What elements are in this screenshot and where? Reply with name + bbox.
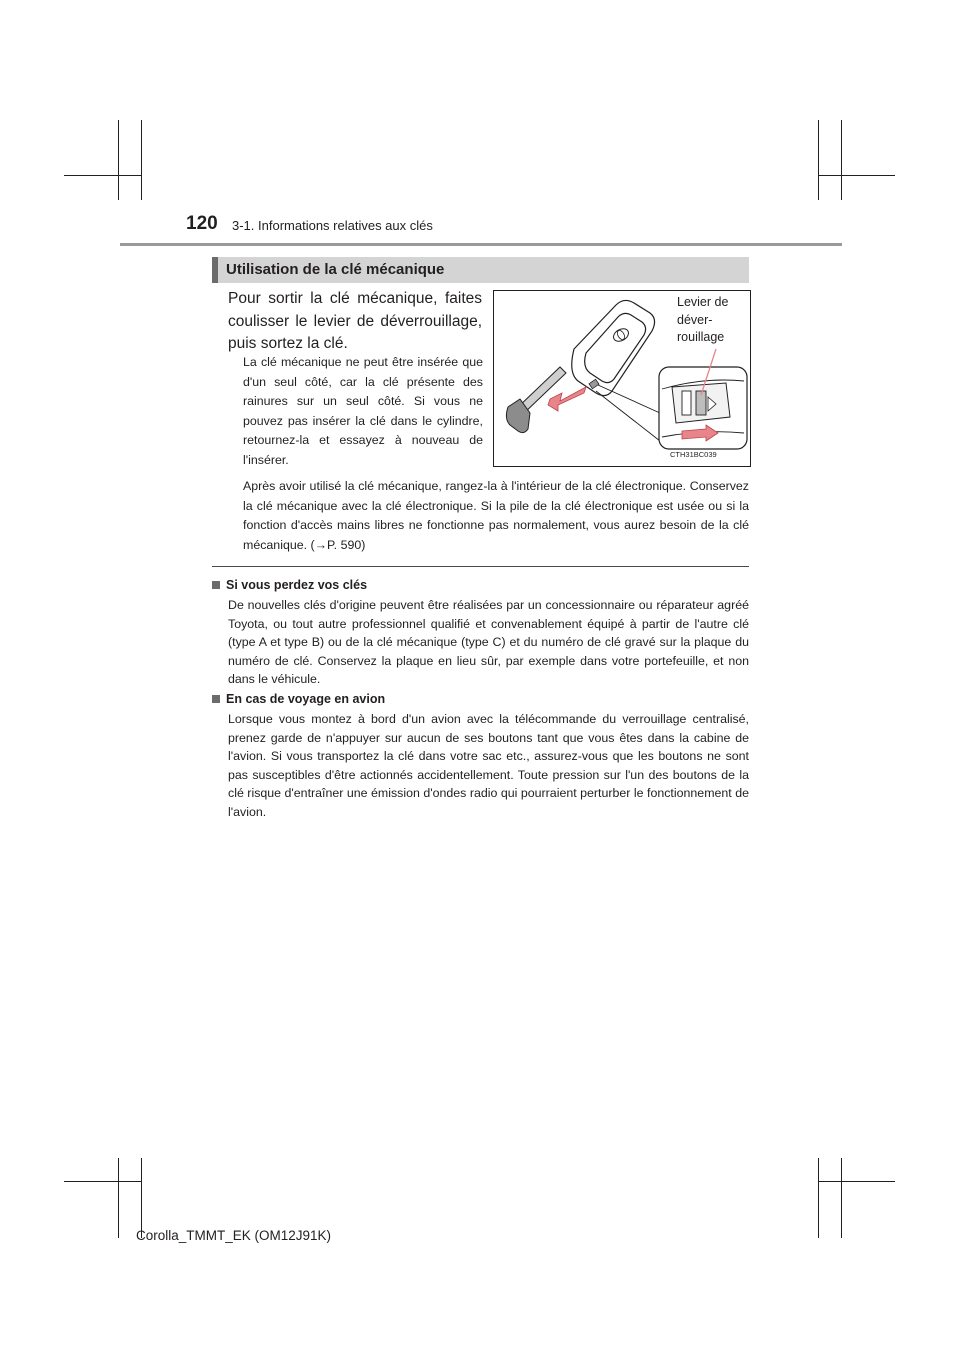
chapter-title: 3-1. Informations relatives aux clés	[232, 218, 433, 233]
note-paragraph: Après avoir utilisé la clé mécanique, rangez-la à l'intérieur de la clé électronique. Conservez la clé mécanique avec la clé électronique. Si la pile de la clé électronique est usée ou si la fonction d'accès mains libres ne fonctionne pas normalement, vous aurez besoin de la clé mécanique. (→P. 590)	[243, 479, 749, 552]
info-paragraph: De nouvelles clés d'origine peuvent être réalisées par un concessionnaire ou réparateur agréé Toyota, ou tout autre professionnel qualifié et convenablement équipé à partir de l'autre clé (type A et type B) ou de la clé mécanique (type C) et du numéro de clé gravé sur la plaque du numéro de clé. Conservez la plaque en lieu sûr, par exemple dans votre portefeuille, et non dans le véhicule.	[228, 598, 749, 687]
info-title-text: En cas de voyage en avion	[226, 692, 386, 706]
info-title-text: Si vous perdez vos clés	[226, 578, 368, 592]
info-paragraph: Lorsque vous montez à bord d'un avion avec la télécommande du verrouillage centralisé, prenez garde de n'appuyer sur aucun de ses boutons tant que vous êtes dans la cabine de l'avion. Si vous transportez la clé dans votre sac etc., assurez-vous que les boutons ne sont pas susceptibles d'être actionnés accidentellement. Toute pression sur l'un des boutons de la clé risque d'entraîner une émission d'ondes radio qui pourraient perturber le fonctionnement de l'avion.	[228, 712, 749, 819]
header-divider	[120, 243, 842, 246]
key-illustration	[493, 290, 751, 467]
callout-line: rouillage	[677, 330, 725, 344]
crop-mark	[64, 175, 141, 176]
section-header	[212, 257, 749, 283]
crop-mark	[841, 1158, 842, 1238]
intro-paragraph: Pour sortir la clé mécanique, faites coulisser le levier de déverrouillage, puis sortez la clé.	[228, 290, 482, 352]
section-header-bar	[212, 257, 218, 283]
info-title	[212, 577, 367, 593]
info-title	[212, 691, 385, 707]
section-divider	[212, 566, 749, 567]
crop-mark	[818, 1181, 895, 1182]
lever-callout-label	[677, 294, 728, 347]
crop-mark	[818, 175, 895, 176]
page-number: 120	[186, 213, 218, 234]
callout-line: déver-	[677, 312, 713, 327]
square-bullet-icon	[212, 581, 220, 589]
callout-line: Levier de	[677, 295, 729, 309]
figure-code: CTH31BC039	[670, 450, 717, 459]
crop-mark	[141, 1158, 142, 1238]
crop-mark	[64, 1181, 141, 1182]
pull-arrow-icon	[548, 387, 586, 411]
crop-mark	[141, 120, 142, 200]
footer-text: Corolla_TMMT_EK (OM12J91K)	[136, 1228, 332, 1243]
square-bullet-icon	[212, 695, 220, 703]
crop-mark	[118, 120, 119, 200]
crop-mark	[118, 1158, 119, 1238]
section-title: Utilisation de la clé mécanique	[226, 261, 445, 278]
key-fob-shape	[572, 300, 655, 395]
crop-mark	[841, 120, 842, 200]
crop-mark	[818, 1158, 819, 1238]
crop-mark	[818, 120, 819, 200]
note-paragraph: La clé mécanique ne peut être insérée que d'un seul côté, car la clé présente des rainures sur un seul côté. Si vous ne pouvez pas insérer la clé dans le cylindre, retournez-la et essayez à nouveau de l'insérer.	[243, 355, 483, 467]
